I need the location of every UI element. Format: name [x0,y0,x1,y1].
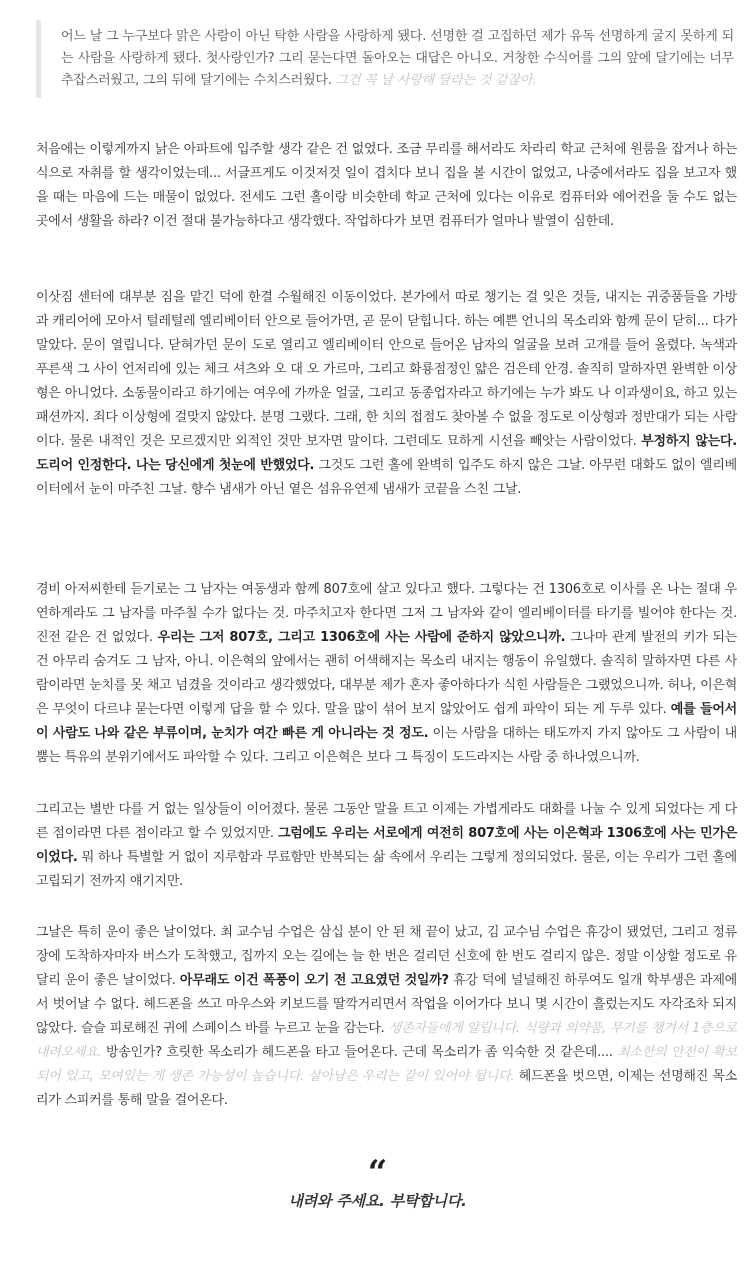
paragraph-5-text-d: 헤드폰을 벗으면, 이제는 선명해진 목소리가 스피커를 통해 말을 걸어온다. [36,1069,738,1108]
paragraph-5-text-b: 휴강 덕에 널널해진 하루여도 일개 학부생은 과제에서 벗어날 수 없다. 헤드폰을 쓰고 마우스와 키보드를 딸깍거리면서 작업을 이어가다 보니 몇 시간이 흘렀는지도 자각조차 되지 않았다. 슬슬 피로해진 귀에 스페이스 바를 누르고 눈을 감는다. [36,973,737,1036]
paragraph-4 [36,798,737,894]
paragraph-2-text-a: 이삿짐 센터에 대부분 짐을 맡긴 덕에 한결 수월해진 이동이었다. 본가에서 따로 챙기는 걸 잊은 것들, 내지는 귀중품들을 가방과 캐리어에 모아서 털레털레 엘리베이터 안으로 들어가면, 곧 문이 닫힙니다. 하는 예쁜 언니의 목소리와 함께 문이 닫히... 다가 말았다. 문이 열립니다. 닫혀가던 문이 도로 열리고 엘리베이터 안으로 들어온 남자의 얼굴을 보려 고개를 들어 올렸다. 녹색과 푸른색 그 사이 언저리에 있는 체크 셔츠와 오 대 오 가르마, 그리고 화룡점정인 얇은 검은테 안경. 솔직히 말하자면 완벽한 이상형은 아니었다. 소동물이라고 하기에는 여우에 가까운 얼굴, 그리고 동종업자라고 하기에는 누가 봐도 나 이과생이요, 하고 있는 패션까지. 죄다 이상형에 걸맞지 않았다. 분명 그랬다. 그래, 한 치의 접점도 찾아볼 수 없을 정도로 이상형과 정반대가 되는 사람이다. 물론 내적인 것은 모르겠지만 외적인 것만 보자면 말이다. 그런데도 묘하게 시선을 빼앗는 사람이었다. [36,290,737,449]
paragraph-2 [36,286,737,502]
paragraph-1-text: 처음에는 이렇게까지 낡은 아파트에 입주할 생각 같은 건 없었다. 조금 무리를 해서라도 차라리 학교 근처에 원룸을 잡거나 하는 식으로 자취를 할 생각이었는데... 서글프게도 이것저것 일이 겹치다 보니 집을 볼 시간이 없었고, 나중에서라도 집을 보고자 했을 때는 마음에 드는 매물이 없었다. 전세도 그런 홀이랑 비슷한데 학교 근처에 있다는 이유로 컴퓨터와 에어컨을 둘 수도 없는 곳에서 생활을 하라? 이건 절대 불가능하다고 생각했다. 작업하다가 보면 컴퓨터가 얼마나 발열이 심한데. [36,142,737,229]
paragraph-3-text-c: 이는 사람을 대하는 태도까지 가지 않아도 그 사람이 내뿜는 특유의 분위기에서도 파악할 수 있다. 그리고 이은혁은 보다 그 특징이 도드라지는 사람 중 하나였으니까. [36,726,737,765]
paragraph-5-faint-1: 생존자들에게 알립니다. 식량과 의약품, 무기를 챙겨서 1층으로 내려오세요. [36,1021,738,1060]
paragraph-5-strong: 아무래도 이건 폭풍이 오기 전 고요였던 것일까? [179,973,449,988]
paragraph-5 [36,921,737,1113]
paragraph-3-text-b: 그나마 관계 발전의 키가 되는 건 아무리 숨겨도 그 남자, 아니. 이은혁의 앞에서는 괜히 어색해지는 목소리 내지는 행동이 유일했다. 솔직히 말하자면 다른 사람이라면 눈치를 못 채고 넘겼을 것이라고 생각했었다, 대부분 제가 혼자 좋아하다가 식힌 사람들은 그랬었으니까. 허나, 이은혁은 무엇이 다르냐 묻는다면 이렇게 답을 할 수 있다. 말을 많이 섞어 보지 않았어도 쉽게 파악이 되는 게 두루 있다. [36,630,737,717]
intro-quote-text: 어느 날 그 누구보다 맑은 사람이 아닌 탁한 사람을 사랑하게 됐다. 선명한 걸 고집하던 제가 유독 선명하게 굴지 못하게 되는 사람을 사랑하게 됐다. 첫사랑인가? 그리 묻는다면 돌아오는 대답은 아니오. 거창한 수식어를 그의 앞에 달기에는 너무 추잡스러웠고, 그의 뒤에 달기에는 수치스러웠다. [61,29,734,88]
paragraph-1 [36,138,737,234]
paragraph-5-text-c: 방송인가? 흐릿한 목소리가 헤드폰을 타고 들어온다. 근데 목소리가 좀 익숙한 것 같은데.... [105,1045,613,1060]
paragraph-5-faint-2: 최소한의 안전이 확보되어 있고, 모여있는 게 생존 가능성이 높습니다. 살아남은 우리는 같이 있어야 됩니다. [36,1045,737,1084]
paragraph-2-text-b: 그것도 그런 홀에 완벽히 입주도 하지 않은 그날. 아무런 대화도 없이 엘리베이터에서 눈이 마주친 그날. 향수 냄새가 아닌 옅은 섬유유연제 냄새가 코끝을 스친 그날. [36,458,737,497]
paragraph-3 [36,578,737,770]
closing-pull-quote: 내려와 주세요. 부탁합니다. [288,1192,467,1210]
paragraph-4-text-b: 뭐 하나 특별할 거 없이 지루함과 무료함만 반복되는 삶 속에서 우리는 그렇게 정의되었다. 물론, 이는 우리가 그런 홀에 고립되기 전까지 얘기지만. [36,850,737,889]
paragraph-3-strong-2: 예를 들어서 이 사람도 나와 같은 부류이며, 눈치가 여간 빠른 게 아니라는 것 정도. [36,702,737,741]
paragraph-4-text-a: 그리고는 별반 다를 거 없는 일상들이 이어졌다. 물론 그동안 말을 트고 이제는 가볍게라도 대화를 나눌 수 있게 되었다는 게 다른 점이라면 다른 점이라고 할 수 있었지만. [36,802,737,841]
intro-blockquote [36,20,734,98]
paragraph-3-strong-1: 우리는 그저 807호, 그리고 1306호에 사는 사람에 준하지 않았으니까. [157,630,566,645]
intro-quote-faint-text: 그건 꼭 날 사랑해 달라는 것 같잖아. [335,73,537,88]
paragraph-2-strong: 부정하지 않는다. 도리어 인정한다. 나는 당신에게 첫눈에 반했었다. [36,434,737,473]
paragraph-5-text-a: 그날은 특히 운이 좋은 날이었다. 최 교수님 수업은 삼십 분이 안 된 채 끝이 났고, 김 교수님 수업은 휴강이 됐었던, 그리고 정류장에 도착하자마자 버스가 도착했고, 집까지 오는 길에는 늘 한 번은 걸리던 신호에 한 번도 걸리지 않은. 정말 이상할 정도로 유달리 운이 좋은 날이었다. [36,925,737,988]
paragraph-4-strong: 그럼에도 우리는 서로에게 여전히 807호에 사는 이은혁과 1306호에 사는 민가은이었다. [36,826,738,865]
paragraph-3-text-a: 경비 아저씨한테 듣기로는 그 남자는 여동생과 함께 807호에 살고 있다고 했다. 그렇다는 건 1306호로 이사를 온 나는 절대 우연하게라도 그 남자를 마주칠 수가 없다는 것. 마주치고자 한다면 그저 그 남자와 같이 엘리베이터를 타기를 빌어야 한다는 것. 진전 같은 건 없었다. [36,582,737,645]
quote-mark-icon: “ [367,1153,388,1193]
